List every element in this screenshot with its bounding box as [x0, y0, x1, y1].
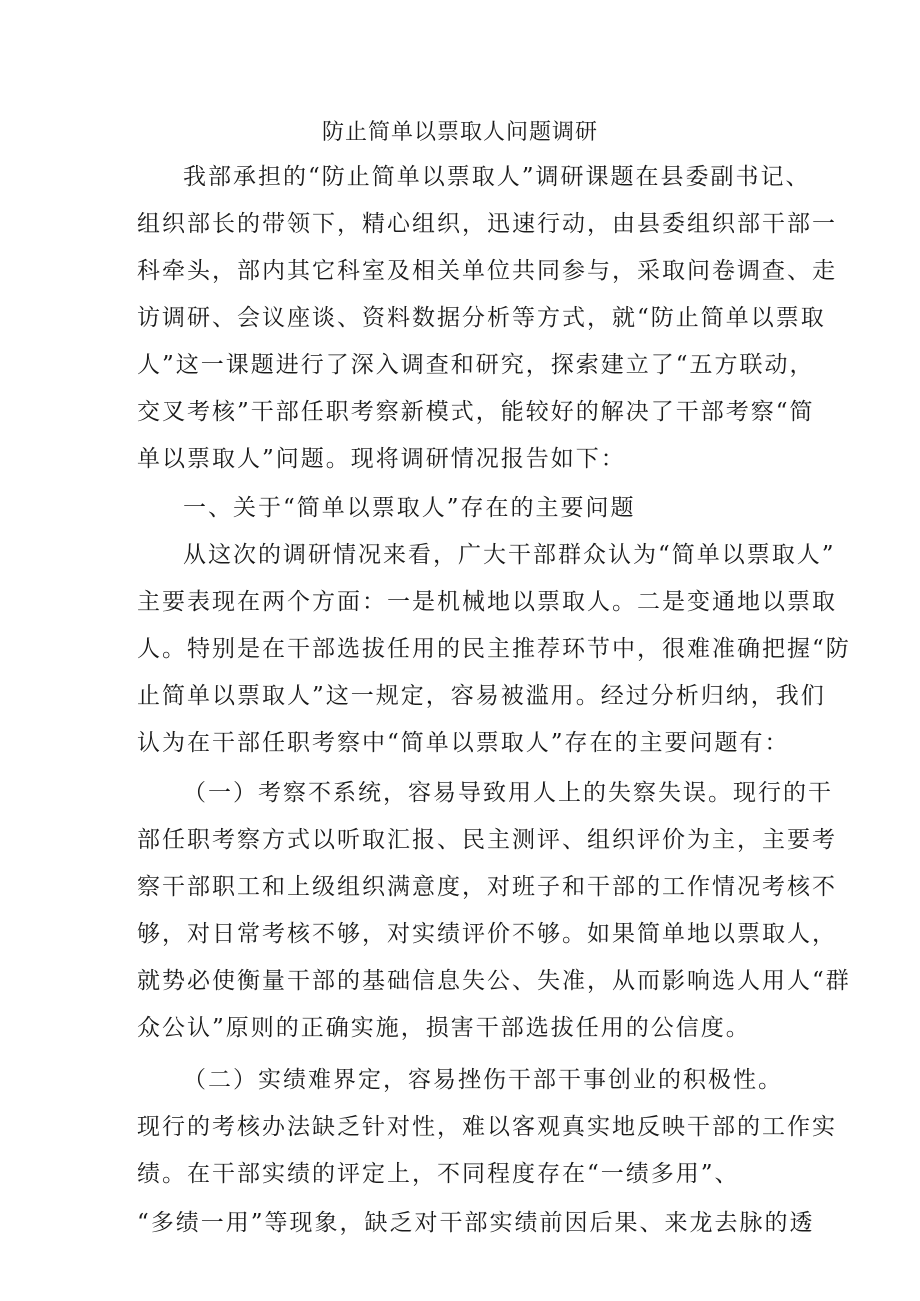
text-line: 我部承担的“防止简单以票取人”调研课题在县委副书记、 — [183, 164, 811, 190]
text-line: 部任职考察方式以听取汇报、民主测评、组织评价为主，主要考 — [137, 827, 837, 853]
text-line: 众公认”原则的正确实施，损害干部选拔任用的公信度。 — [137, 1015, 751, 1041]
text-line: 单以票取人”问题。现将调研情况报告如下： — [137, 446, 626, 472]
text-line: 够，对日常考核不够，对实绩评价不够。如果简单地以票取人， — [137, 921, 837, 947]
text-line: 人。特别是在干部选拔任用的民主推荐环节中，很难准确把握“防 — [137, 636, 851, 662]
text-line: 科牵头，部内其它科室及相关单位共同参与，采取问卷调查、走 — [137, 258, 837, 284]
text-line: 从这次的调研情况来看，广大干部群众认为“简单以票取人” — [183, 542, 836, 568]
text-line: 察干部职工和上级组织满意度，对班子和干部的工作情况考核不 — [137, 874, 837, 900]
text-line: 访调研、会议座谈、资料数据分析等方式，就“防止简单以票取 — [137, 305, 826, 331]
text-line: 止简单以票取人”这一规定，容易被滥用。经过分析归纳，我们 — [137, 683, 826, 709]
text-line: 组织部长的带领下，精心组织，迅速行动，由县委组织部干部一 — [137, 211, 837, 237]
text-line: 人”这一课题进行了深入调查和研究，探索建立了“五方联动， — [137, 352, 815, 378]
text-line: 就势必使衡量干部的基础信息失公、失准，从而影响选人用人“群 — [137, 968, 851, 994]
subsection-line: （二）实绩难界定，容易挫伤干部干事创业的积极性。 — [183, 1067, 783, 1093]
text-line: “多绩一用”等现象，缺乏对干部实绩前因后果、来龙去脉的透 — [137, 1210, 815, 1236]
document-title: 防止简单以票取人问题调研 — [321, 120, 598, 145]
text-line: 绩。在干部实绩的评定上，不同程度存在“一绩多用”、 — [137, 1161, 740, 1187]
text-line: 主要表现在两个方面：一是机械地以票取人。二是变通地以票取 — [137, 589, 837, 615]
text-line: 交叉考核”干部任职考察新模式，能较好的解决了干部考察“简 — [137, 399, 815, 425]
text-line: 认为在干部任职考察中“简单以票取人”存在的主要问题有： — [137, 730, 790, 756]
section-heading: 一、关于“简单以票取人”存在的主要问题 — [183, 495, 636, 521]
text-line: 现行的考核办法缺乏针对性，难以客观真实地反映干部的工作实 — [137, 1114, 837, 1140]
subsection-line: （一）考察不系统，容易导致用人上的失察失误。现行的干 — [183, 780, 833, 806]
